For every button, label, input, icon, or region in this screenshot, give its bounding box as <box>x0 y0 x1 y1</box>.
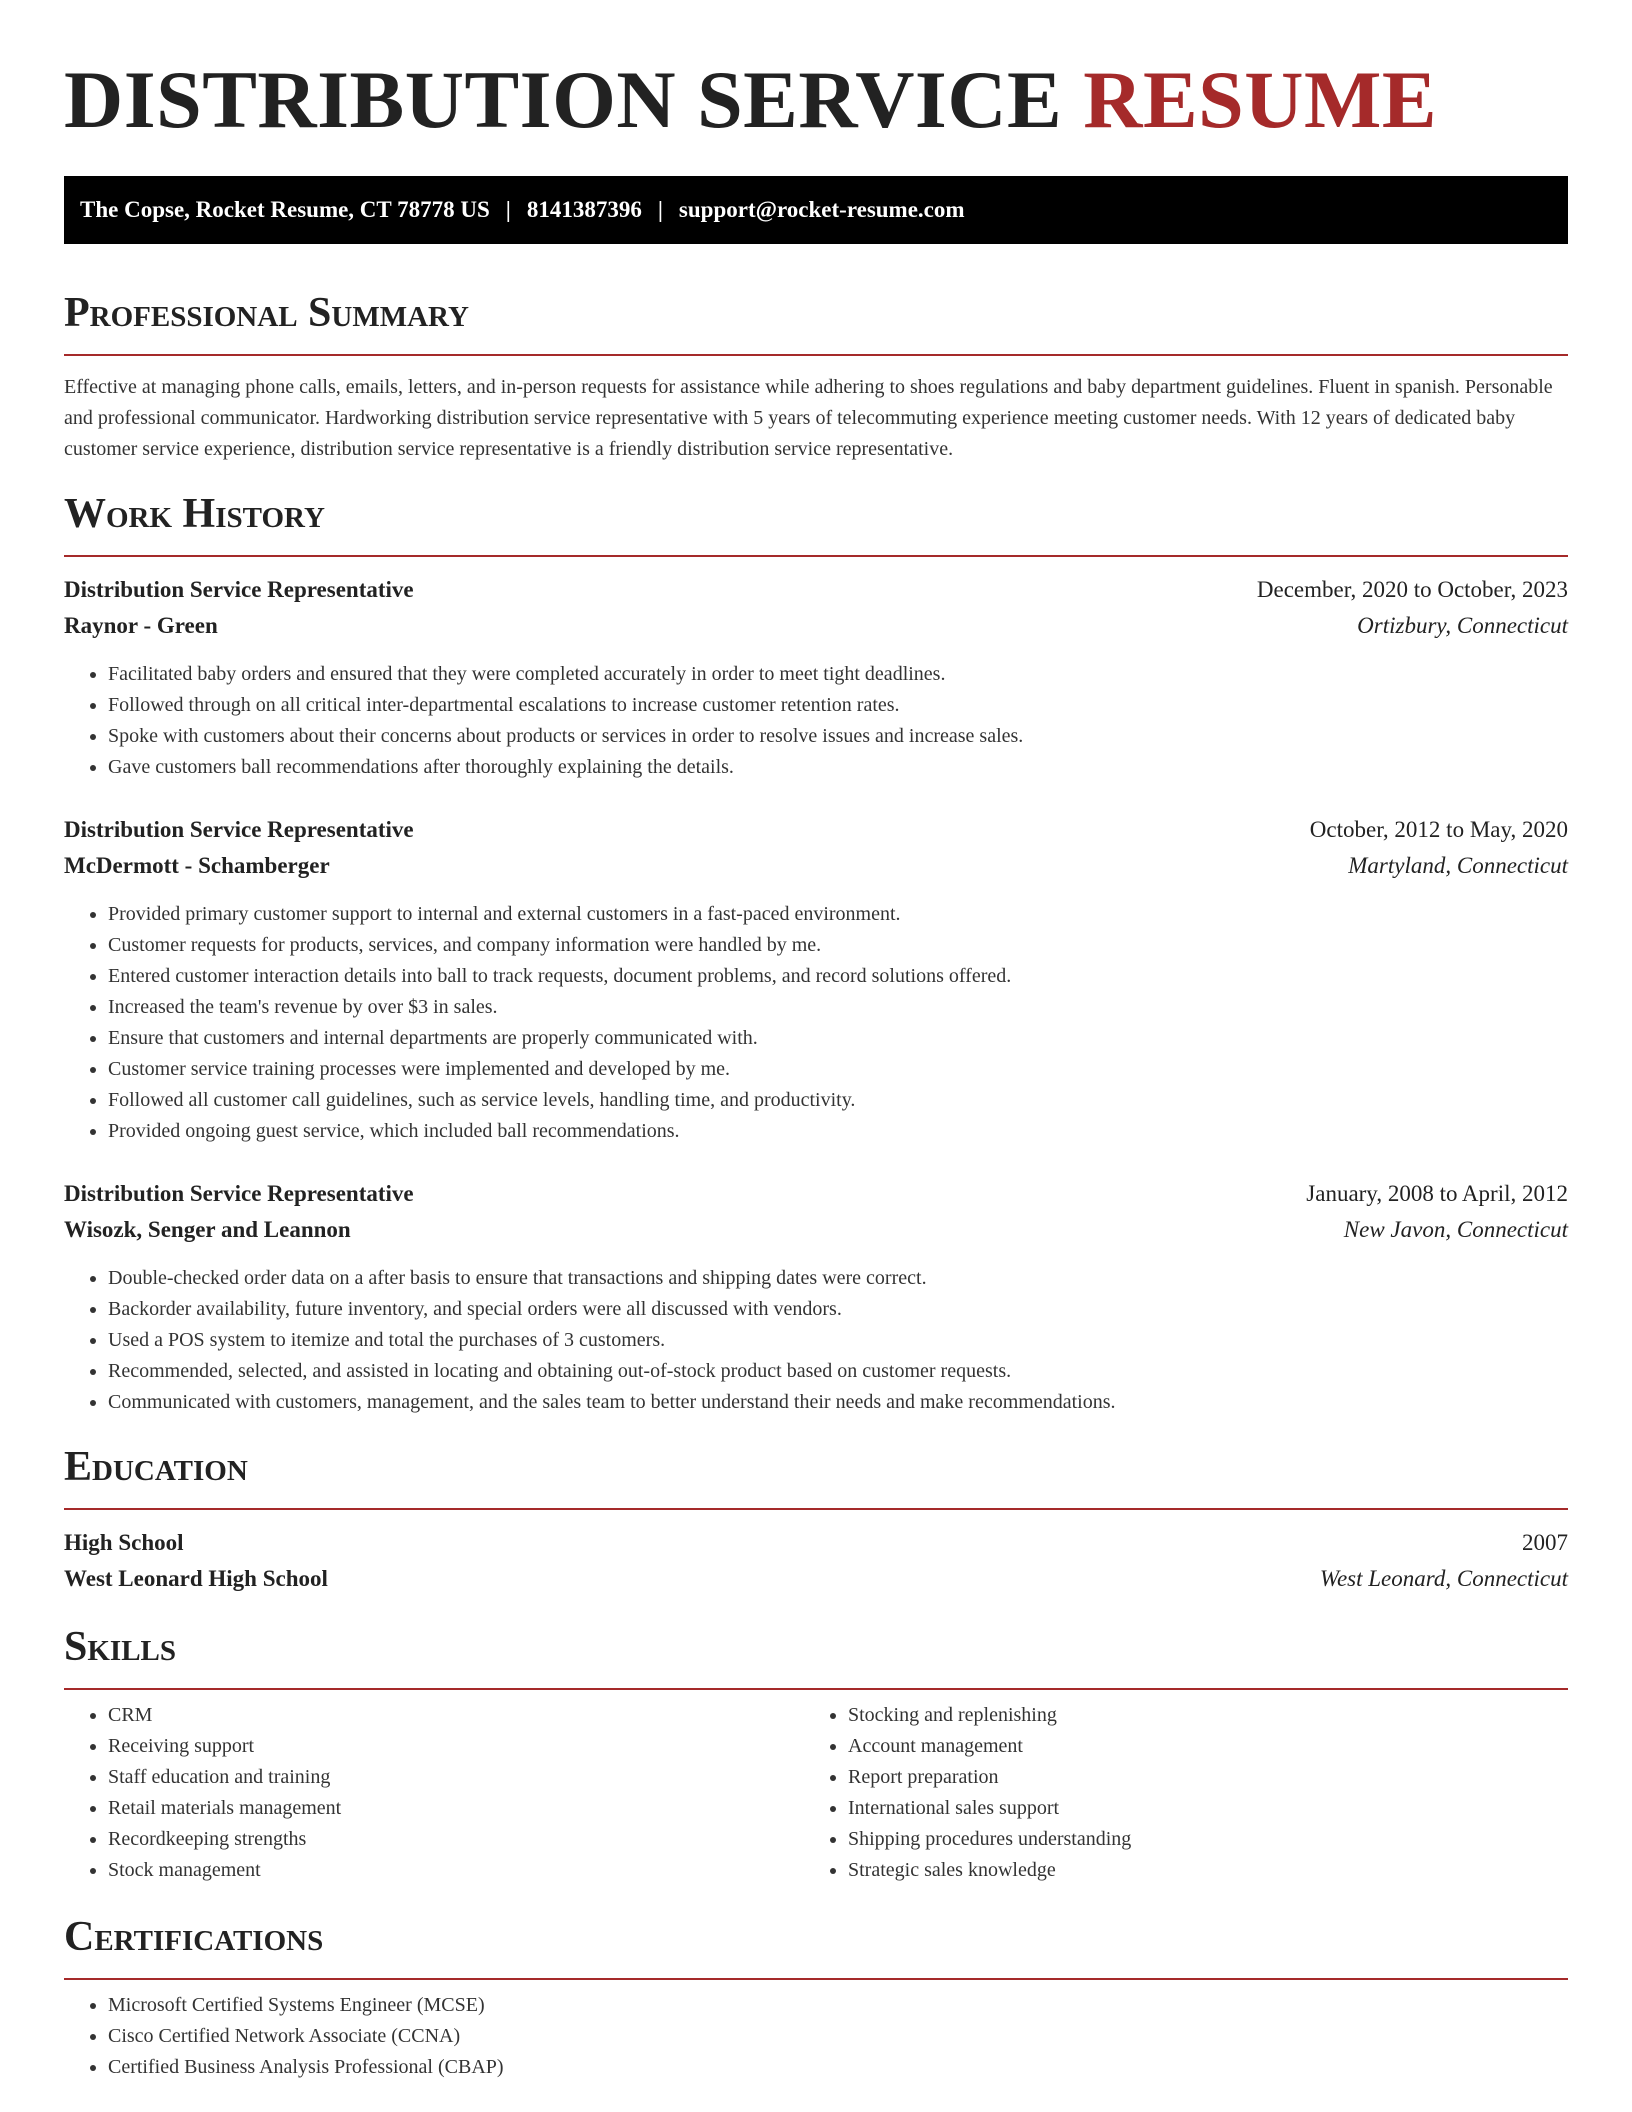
skill-item: • Receiving support <box>108 1731 804 1762</box>
job-duties-list <box>64 659 1568 783</box>
job-location: Ortizbury, Connecticut <box>1357 613 1568 638</box>
job-duty: • Backorder availability, future inventory, and special orders were all discussed with vendors. <box>108 1294 1568 1325</box>
summary-text: Effective at managing phone calls, emails, letters, and in-person requests for assistance while adhering to shoes regulations and baby department guidelines. Fluent in spanish. Personable and professional communicator. Hardworking distribution service representative with 5 years of telecommuting experience meeting customer needs. With 12 years of dedicated baby customer service experience, distribution service representative is a friendly distribution service representative. <box>64 376 1553 460</box>
job-title: Distribution Service Representative <box>64 1181 414 1206</box>
job-location: New Javon, Connecticut <box>1343 1217 1568 1242</box>
job-entry <box>64 577 1568 783</box>
skill-item: • Retail materials management <box>108 1793 804 1824</box>
job-entry <box>64 1181 1568 1418</box>
job-duty: • Ensure that customers and internal departments are properly communicated with. <box>108 1023 1568 1054</box>
school-name: West Leonard High School <box>64 1566 328 1591</box>
job-duty: • Provided ongoing guest service, which included ball recommendations. <box>108 1116 1568 1147</box>
skill-item: • Recordkeeping strengths <box>108 1824 804 1855</box>
skill-item: • Account management <box>848 1731 1544 1762</box>
contact-separator: | <box>657 197 663 222</box>
work-history-section <box>64 489 1568 1418</box>
degree: High School <box>64 1530 184 1555</box>
job-duty: • Followed through on all critical inter-departmental escalations to increase customer retention rates. <box>108 690 1568 721</box>
work-history-heading: Work History <box>64 491 325 537</box>
summary-heading: Professional Summary <box>64 290 469 336</box>
job-company: Wisozk, Senger and Leannon <box>64 1217 351 1242</box>
job-dates: January, 2008 to April, 2012 <box>1306 1181 1568 1206</box>
job-duty: • Provided primary customer support to internal and external customers in a fast-paced environment. <box>108 899 1568 930</box>
job-duty: • Spoke with customers about their concerns about products or services in order to resolve issues and increase sales. <box>108 721 1568 752</box>
job-duty: • Gave customers ball recommendations after thoroughly explaining the details. <box>108 752 1568 783</box>
contact-bar <box>64 176 1568 244</box>
skills-list-left <box>64 1700 804 1886</box>
job-duty: • Customer requests for products, services, and company information were handled by me. <box>108 930 1568 961</box>
certification-item: • Microsoft Certified Systems Engineer (MCSE) <box>108 1990 1568 2021</box>
title-accent: RESUME <box>1083 54 1438 145</box>
contact-email: support@rocket-resume.com <box>678 197 965 222</box>
skills-list-right <box>804 1700 1544 1886</box>
certifications-heading: Certifications <box>64 1914 324 1960</box>
resume-title <box>64 0 1568 148</box>
certification-item: • Cisco Certified Network Associate (CCNA) <box>108 2021 1568 2052</box>
education-heading: Education <box>64 1444 248 1490</box>
job-duty: • Communicated with customers, management, and the sales team to better understand their needs and make recommendations. <box>108 1387 1568 1418</box>
job-company: McDermott - Schamberger <box>64 853 330 878</box>
skill-item: • International sales support <box>848 1793 1544 1824</box>
job-duties-list <box>64 899 1568 1147</box>
section-divider <box>64 354 1568 356</box>
job-title: Distribution Service Representative <box>64 817 414 842</box>
job-duty: • Facilitated baby orders and ensured that they were completed accurately in order to meet tight deadlines. <box>108 659 1568 690</box>
title-main: DISTRIBUTION SERVICE <box>64 54 1063 145</box>
summary-section <box>64 288 1568 465</box>
section-divider <box>64 1508 1568 1510</box>
school-location: West Leonard, Connecticut <box>1319 1566 1568 1591</box>
job-duties-list <box>64 1263 1568 1418</box>
skill-item: • CRM <box>108 1700 804 1731</box>
education-section <box>64 1442 1568 1602</box>
skill-item: • Stock management <box>108 1855 804 1886</box>
job-duty: • Recommended, selected, and assisted in locating and obtaining out-of-stock product based on customer requests. <box>108 1356 1568 1387</box>
education-entry <box>64 1530 1568 1602</box>
job-location: Martyland, Connecticut <box>1348 853 1568 878</box>
contact-phone: 8141387396 <box>526 197 642 222</box>
section-divider <box>64 1688 1568 1690</box>
contact-address: The Copse, Rocket Resume, CT 78778 US <box>80 197 490 222</box>
contact-separator: | <box>505 197 511 222</box>
certifications-list <box>64 1990 1568 2083</box>
job-dates: October, 2012 to May, 2020 <box>1309 817 1568 842</box>
skill-item: • Staff education and training <box>108 1762 804 1793</box>
certifications-section <box>64 1912 1568 2083</box>
skills-columns <box>64 1700 1568 1886</box>
job-duty: • Customer service training processes were implemented and developed by me. <box>108 1054 1568 1085</box>
job-company: Raynor - Green <box>64 613 218 638</box>
graduation-year: 2007 <box>1522 1530 1568 1555</box>
certification-item: • Certified Business Analysis Professional (CBAP) <box>108 2052 1568 2083</box>
job-duty: • Entered customer interaction details into ball to track requests, document problems, and record solutions offered. <box>108 961 1568 992</box>
section-divider <box>64 1978 1568 1980</box>
skill-item: • Strategic sales knowledge <box>848 1855 1544 1886</box>
job-entry <box>64 817 1568 1147</box>
job-duty: • Used a POS system to itemize and total the purchases of 3 customers. <box>108 1325 1568 1356</box>
skill-item: • Shipping procedures understanding <box>848 1824 1544 1855</box>
job-title: Distribution Service Representative <box>64 577 414 602</box>
job-duty: • Followed all customer call guidelines, such as service levels, handling time, and productivity. <box>108 1085 1568 1116</box>
skills-heading: Skills <box>64 1624 177 1670</box>
skill-item: • Stocking and replenishing <box>848 1700 1544 1731</box>
job-dates: December, 2020 to October, 2023 <box>1256 577 1568 602</box>
section-divider <box>64 555 1568 557</box>
job-duty: • Increased the team's revenue by over $3 in sales. <box>108 992 1568 1023</box>
skills-section <box>64 1622 1568 1886</box>
job-duty: • Double-checked order data on a after basis to ensure that transactions and shipping dates were correct. <box>108 1263 1568 1294</box>
skill-item: • Report preparation <box>848 1762 1544 1793</box>
